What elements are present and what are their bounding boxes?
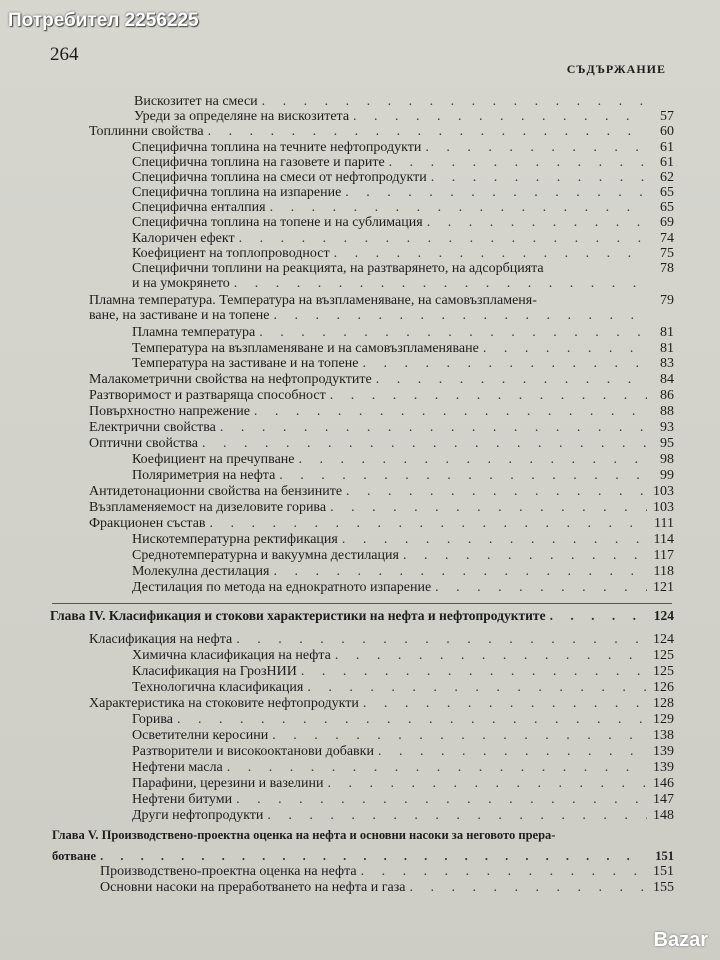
toc-entry: Разтворимост и разтваряща способност . . . 86: [89, 388, 674, 404]
toc-entry: Температура на възпламеняване и на самовъзпламеняване . . . 81: [132, 341, 674, 357]
seller-watermark: Потребител 2256225: [8, 10, 199, 31]
toc-entry: ване, на застиване и на топене . . .: [89, 308, 674, 324]
toc-entry: Специфична топлина на газовете и парите . . . 61: [132, 155, 674, 171]
bazar-logo: Bazar: [653, 929, 708, 951]
page-number: 264: [50, 44, 79, 65]
toc-entry: Производствено-проектна оценка на нефта . . . 151: [100, 864, 674, 880]
toc-entry: и на умокрянето . . .: [132, 276, 674, 292]
toc-entry: Коефициент на пречупване . . . 98: [132, 452, 674, 468]
chapter-heading: Глава V. Производствено-проектна оценка на нефта и основни насоки за неговото прера-: [52, 828, 556, 842]
toc-entry: Възпламеняемост на дизеловите горива . . . 103: [89, 500, 674, 516]
toc-entry: Нефтени битуми . . . 147: [132, 792, 674, 808]
toc-entry: Химична класификация на нефта . . . 125: [132, 648, 674, 664]
toc-entry: Дестилация по метода на еднократното изпарение . . . 121: [132, 580, 674, 596]
toc-entry: Специфична топлина на смеси от нефтопродукти . . . 62: [132, 170, 674, 186]
toc-entry: Класификация на нефта . . . 124: [89, 632, 674, 648]
toc-entry: Вискозитет на смеси . . .: [134, 94, 674, 110]
chapter-heading: ботване . . . 151: [52, 848, 674, 864]
toc-entry: Пламна температура . . . 81: [132, 325, 674, 341]
toc-entry: Технологична класификация . . . 126: [132, 680, 674, 696]
toc-entry: Специфична енталпия . . . 65: [132, 200, 674, 216]
toc-entry: Специфична топлина на изпарение . . . 65: [132, 185, 674, 201]
toc-entry: Горива . . . 129: [132, 712, 674, 728]
toc-entry: Калоричен ефект . . . 74: [132, 231, 674, 247]
toc-entry: Фракционен състав . . . 111: [89, 516, 674, 532]
divider: [52, 603, 672, 604]
toc-entry: Специфична топлина на течните нефтопродукти . . . 61: [132, 140, 674, 156]
toc-entry: Антидетонационни свойства на бензините . . . 103: [89, 484, 674, 500]
toc-entry: Оптични свойства . . . 95: [89, 436, 674, 452]
toc-entry: Електрични свойства . . . 93: [89, 420, 674, 436]
toc-entry: Характеристика на стоковите нефтопродукти . . . 128: [89, 696, 674, 712]
toc-entry: Топлинни свойства . . . 60: [89, 124, 674, 140]
toc-entry: Парафини, церезини и вазелини . . . 146: [132, 776, 674, 792]
toc-entry: Пламна температура. Температура на възпламеняване, на самовъзпламеня- 79: [89, 293, 674, 308]
running-header: СЪДЪРЖАНИЕ: [566, 62, 666, 76]
toc-entry: Среднотемпературна и вакуумна дестилация . . . 117: [132, 548, 674, 564]
toc-entry: Поляриметрия на нефта . . . 99: [132, 468, 674, 484]
toc-entry: Осветителни керосини . . . 138: [132, 728, 674, 744]
toc-entry: Специфична топлина на топене и на сублимация . . . 69: [132, 215, 674, 231]
toc-entry: Основни насоки на преработването на нефта и газа . . . 155: [100, 880, 674, 896]
toc-entry: Други нефтопродукти . . . 148: [132, 808, 674, 824]
toc-entry: Молекулна дестилация . . . 118: [132, 564, 674, 580]
toc-entry: Повърхностно напрежение . . . 88: [89, 404, 674, 420]
chapter-heading: Глава IV. Класификация и стокови характеристики на нефта и нефтопродуктите . . . 124: [50, 608, 674, 624]
toc-entry: Коефициент на топлопроводност . . . 75: [132, 246, 674, 262]
toc-entry: Нефтени масла . . . 139: [132, 760, 674, 776]
toc-entry: Уреди за определяне на вискозитета . . . 57: [134, 109, 674, 125]
toc-entry: Нискотемпературна ректификация . . . 114: [132, 532, 674, 548]
toc-entry: Малакометрични свойства на нефтопродуктите . . . 84: [89, 372, 674, 388]
toc-entry: Разтворители и високооктанови добавки . . . 139: [132, 744, 674, 760]
toc-entry: Специфични топлини на реакцията, на разтварянето, на адсорбцията 78: [132, 261, 674, 276]
toc-entry: Класификация на ГрозНИИ . . . 125: [132, 664, 674, 680]
toc-entry: Температура на застиване и на топене . . . 83: [132, 356, 674, 372]
